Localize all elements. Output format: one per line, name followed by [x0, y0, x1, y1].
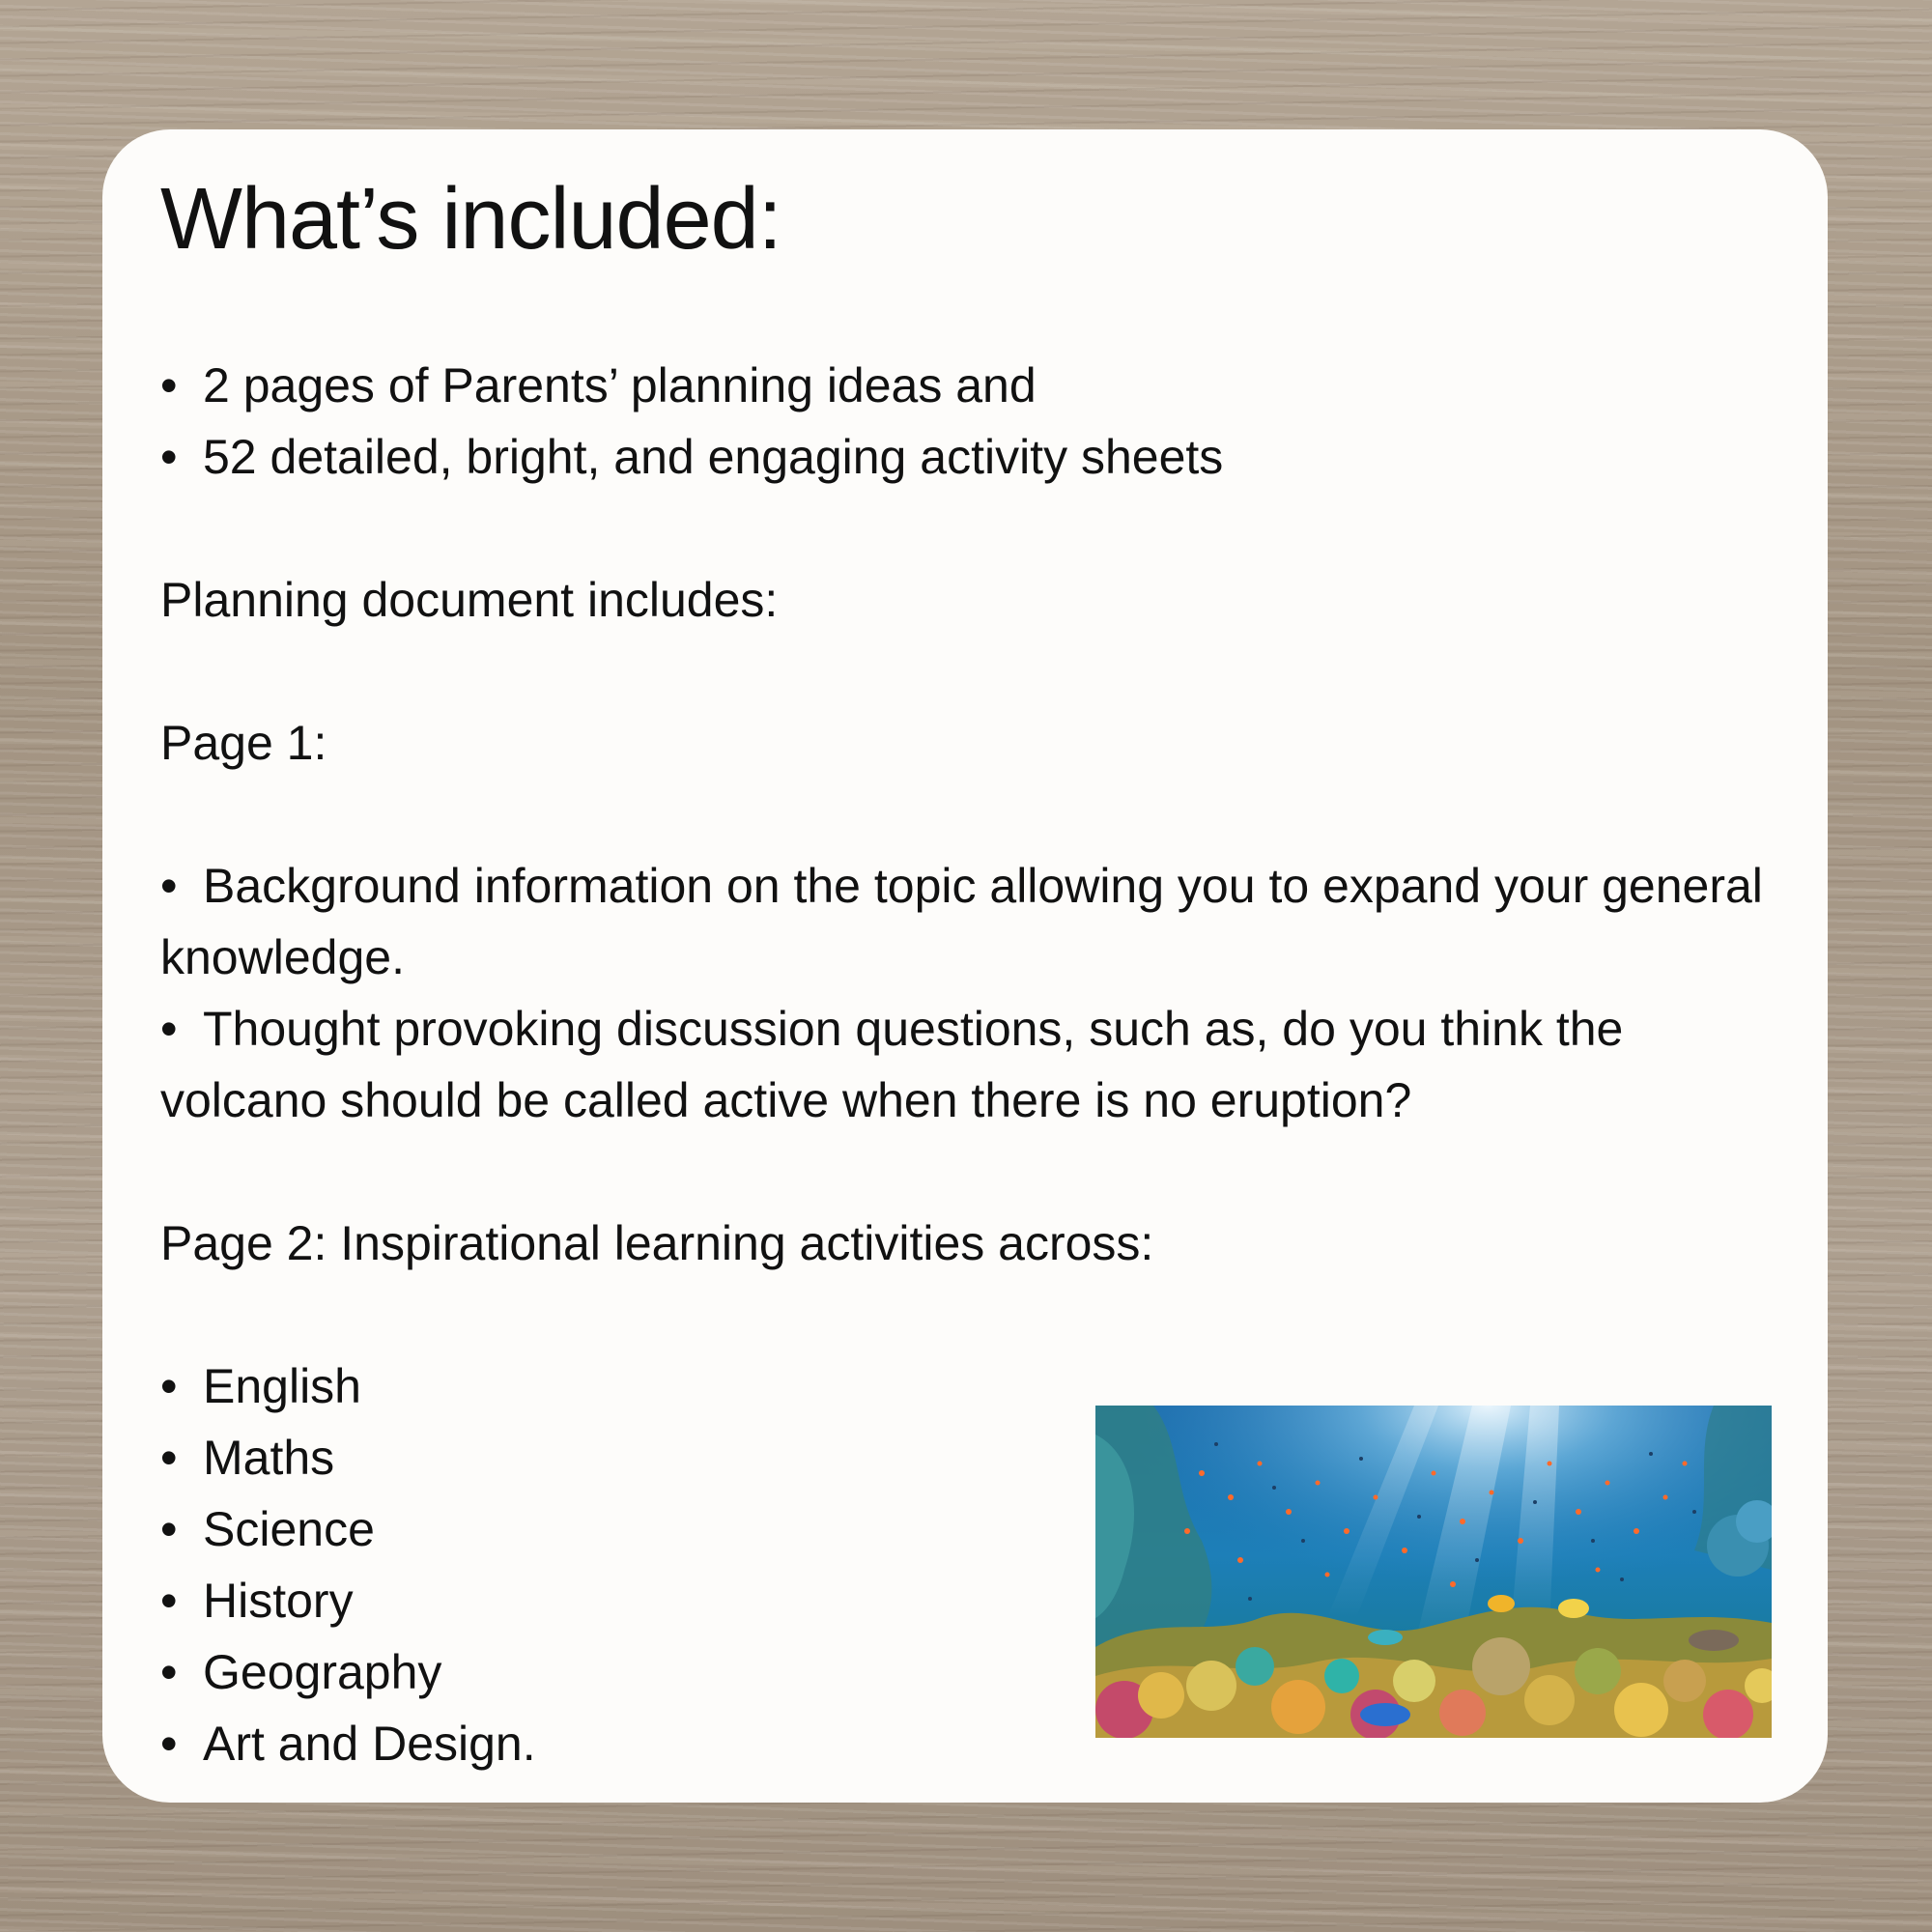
- bullet: •: [160, 1645, 178, 1699]
- info-card: [102, 129, 1828, 1803]
- list-item: • 2 pages of Parents’ planning ideas and: [160, 350, 1793, 421]
- bullet: •: [160, 1717, 178, 1771]
- subject-item: • English: [160, 1350, 1793, 1422]
- subject-item: • Maths: [160, 1422, 1793, 1493]
- subject-item: • Science: [160, 1493, 1793, 1565]
- planning-heading: Planning document includes:: [160, 573, 779, 627]
- page2-heading: Page 2: Inspirational learning activities across:: [160, 1216, 1154, 1270]
- list-item: • Background information on the topic allowing you to expand your general knowledge.: [160, 850, 1793, 993]
- coral-reef-image: [1095, 1406, 1772, 1738]
- bullet: •: [160, 1359, 178, 1413]
- bullet: •: [160, 1574, 178, 1628]
- page1-label: Page 1:: [160, 716, 327, 770]
- bullet: •: [160, 1502, 178, 1556]
- bullet: •: [160, 1431, 178, 1485]
- bullet: •: [160, 859, 178, 913]
- page-title: What’s included:: [160, 171, 781, 268]
- list-item: • 52 detailed, bright, and engaging activity sheets: [160, 421, 1793, 493]
- bullet: •: [160, 1002, 178, 1056]
- subject-item: • Art and Design.: [160, 1708, 1793, 1779]
- subject-item: • History: [160, 1565, 1793, 1636]
- list-item: • Thought provoking discussion questions, such as, do you think the volcano should be called active when there is no eruption?: [160, 993, 1793, 1136]
- bullet: •: [160, 358, 178, 412]
- bullet: •: [160, 430, 178, 484]
- subject-item: • Geography: [160, 1636, 1793, 1708]
